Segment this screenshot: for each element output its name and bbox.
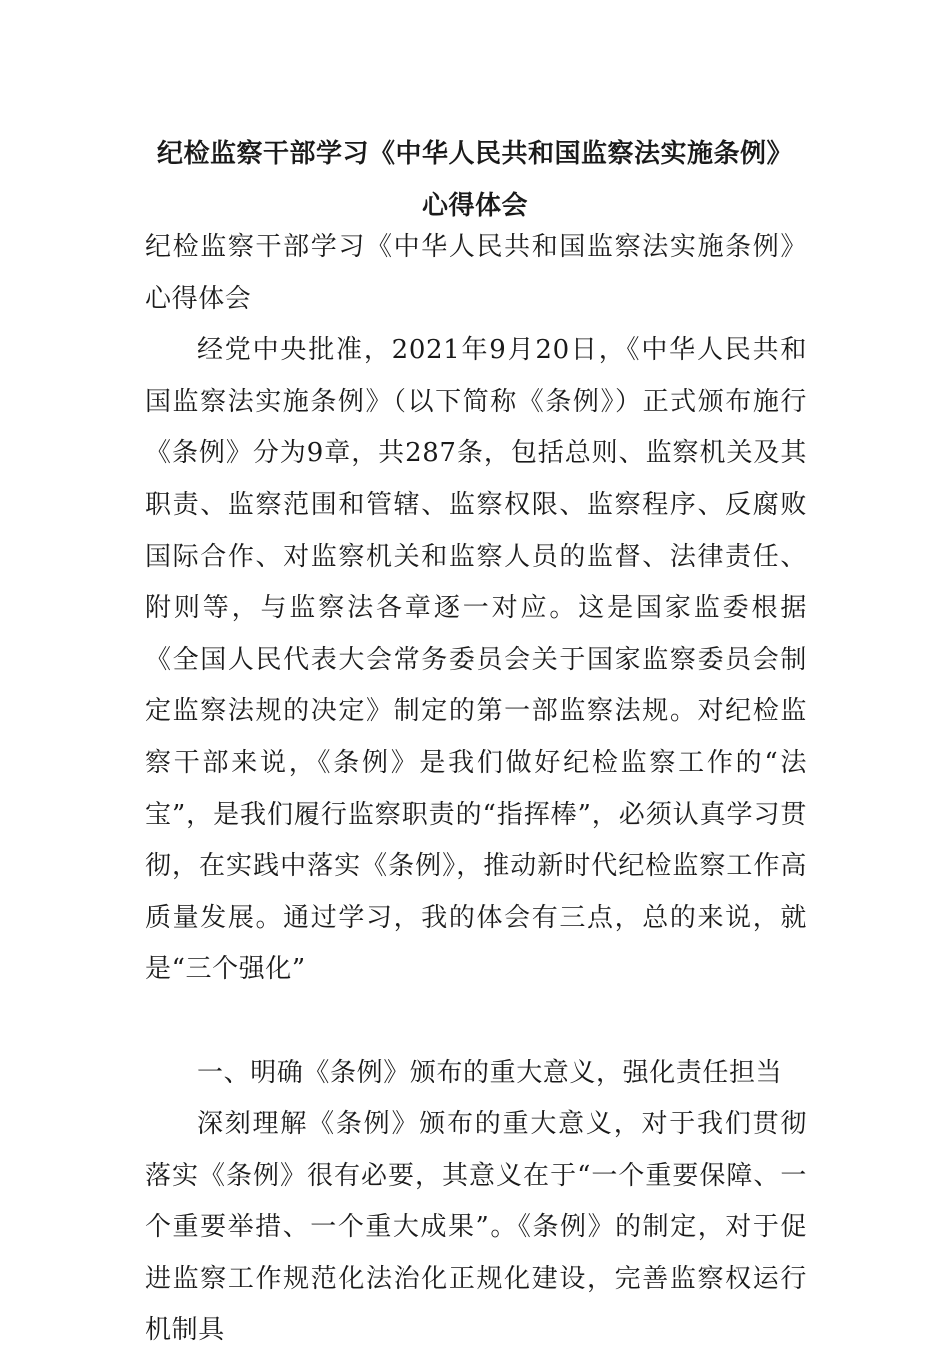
document-body <box>145 222 807 1357</box>
section-paragraph: 深刻理解《条例》颁布的重大意义，对于我们贯彻落实《条例》很有必要，其意义在于“一个重要保障、一个重要举措、一个重大成果”。《条例》的制定，对于促进监察工作规范化法治化正规化建设，完善监察权运行机制具 <box>145 1109 807 1346</box>
section-heading: 一、明确《条例》颁布的重大意义，强化责任担当 <box>197 1057 783 1088</box>
paragraph-spacer <box>145 996 807 1048</box>
document-title: 纪检监察干部学习《中华人民共和国监察法实施条例》心得体会 <box>156 139 793 221</box>
document-subtitle: 纪检监察干部学习《中华人民共和国监察法实施条例》心得体会 <box>145 232 807 314</box>
intro-paragraph: 经党中央批准，2021年9月20日，《中华人民共和国监察法实施条例》（以下简称《条例》）正式颁布施行《条例》分为9章，共287条，包括总则、监察机关及其职责、监察范围和管辖、监察权限、监察程序、反腐败国际合作、对监察机关和监察人员的监督、法律责任、附则等，与监察法各章逐一对应。这是国家监委根据《全国人民代表大会常务委员会关于国家监察委员会制定监察法规的决定》制定的第一部监察法规。对纪检监察干部来说，《条例》是我们做好纪检监察工作的“法宝”，是我们履行监察职责的“指挥棒”，必须认真学习贯彻，在实践中落实《条例》，推动新时代纪检监察工作高质量发展。通过学习，我的体会有三点，总的来说，就是“三个强化” <box>145 335 807 985</box>
